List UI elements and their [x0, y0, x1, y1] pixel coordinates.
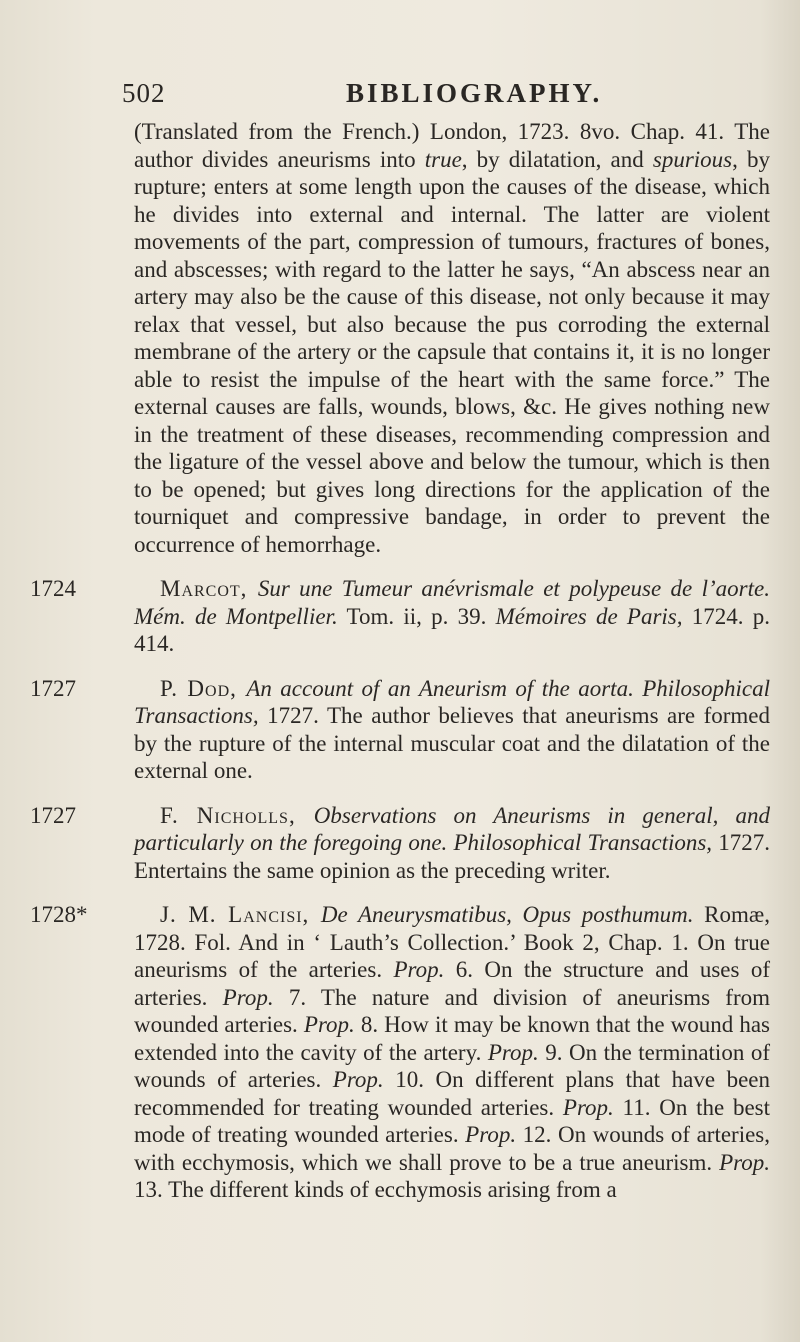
- entry-year: 1728*: [30, 902, 88, 927]
- entry-text-run: 1724. p. 414.: [134, 603, 770, 656]
- entry-text-run: 8. How it may be known that the wound has extended into the cavity of the artery.: [134, 1012, 770, 1065]
- entry-author: J. M. Lancisi,: [160, 902, 321, 927]
- entry-text-run: 1727. Entertains the same opinion as the preceding writer.: [134, 830, 771, 883]
- entry-text-run: 11. On the best mode of treating wounded arteries.: [134, 1094, 770, 1147]
- entry-text-run: Tom. ii, p. 39.: [337, 603, 496, 629]
- entry-author: P. Dod,: [160, 675, 247, 701]
- entry-italic-text: spurious: [652, 146, 733, 172]
- entry-italic-text: Prop.: [303, 1012, 355, 1037]
- entry-text-run: , by rupture; enters at some length upon the causes of the disease, which he divides into external and internal. The latter are violent movements of the part, compression of tumours, fractures of bones, and abscesses; with regard to the latter he says, “An abscess near an artery may also be the cause of this disease, not only because it may relax that vessel, but also because the pus corroding the external membrane of the artery or the capsule that contains it, it is no longer able to resist the impulse of the heart with the same force.” The external causes are falls, wounds, blows, &c. He gives nothing new in the treatment of these diseases, recommending compression and the ligature of the vessel above and below the tumour, which is then to be opened; but gives long directions for the application of the tourniquet and compressive bandage, in order to prevent the occurrence of hemorrhage.: [134, 146, 770, 557]
- bibliography-body: [30, 118, 771, 1221]
- entry-text-run: Romæ, 1728. Fol. And in ‘ Lauth’s Collection.’ Book 2, Chap. 1. On true aneurisms of the arteries.: [134, 902, 770, 982]
- entry-italic-text: Mémoires de Paris,: [495, 603, 683, 629]
- entry-author: F. Nicholls,: [160, 802, 314, 828]
- entry-text: [134, 802, 770, 885]
- page-title: BIBLIOGRAPHY.: [346, 78, 603, 108]
- entry-italic-text: Observations on Aneurisms in general, and particularly on the foregoing one. Philosophical Transactions,: [134, 802, 770, 855]
- entry-italic-text: De Aneurysmatibus, Opus posthumum.: [320, 902, 694, 927]
- bibliography-entry: [30, 901, 770, 1204]
- entry-italic-text: Prop.: [465, 1122, 517, 1147]
- entry-italic-text: An account of an Aneurism of the aorta. Philosophical Transactions,: [134, 675, 771, 728]
- entry-italic-text: Prop.: [393, 957, 445, 982]
- entry-text-run: , by dilatation, and: [461, 146, 653, 172]
- bibliography-entry: [134, 118, 770, 558]
- bibliography-entry: [30, 675, 771, 785]
- entry-italic-text: Prop.: [332, 1067, 384, 1092]
- entry-italic-text: Prop.: [562, 1094, 614, 1120]
- entry-year: 1727: [30, 675, 76, 701]
- entry-text-run: (Translated from the French.) London, 1723. 8vo. Chap. 41. The author divides aneurisms into: [134, 119, 770, 172]
- entry-text-run: 1727. The author believes that aneurisms are formed by the rupture of the internal muscular coat and the dilatation of the external one.: [134, 703, 770, 783]
- entry-text: [134, 575, 770, 658]
- entry-italic-text: Prop.: [719, 1149, 770, 1175]
- entry-text-run: 7. The nature and division of aneurisms from wounded arteries.: [134, 984, 770, 1037]
- entry-italic-text: true: [424, 146, 462, 172]
- entry-text-run: 6. On the structure and uses of arteries.: [134, 957, 770, 1010]
- entry-italic-text: Prop.: [487, 1039, 539, 1065]
- entry-author: Marcot,: [160, 576, 258, 601]
- entry-text-run: 13. The different kinds of ecchymosis arising from a: [134, 1177, 617, 1202]
- entry-text: [134, 675, 770, 785]
- bibliography-entry: [30, 802, 771, 885]
- page-number: 502: [122, 78, 166, 108]
- entry-text-run: 12. On wounds of arteries, with ecchymosis, which we shall prove to be a true aneurism.: [134, 1122, 770, 1175]
- entry-italic-text: Prop.: [222, 984, 274, 1010]
- entry-text: [134, 118, 770, 558]
- entry-year: 1724: [30, 576, 76, 601]
- entry-text-run: 10. On different plans that have been recommended for treating wounded arteries.: [134, 1067, 770, 1120]
- entry-italic-text: Sur une Tumeur anévrismale et polypeuse de l’aorte. Mém. de Montpellier.: [134, 576, 770, 629]
- entry-year: 1727: [30, 802, 76, 828]
- entry-text: [134, 901, 770, 1204]
- entry-text-run: 9. On the termination of wounds of arteries.: [134, 1039, 770, 1092]
- bibliography-entry: [30, 575, 770, 658]
